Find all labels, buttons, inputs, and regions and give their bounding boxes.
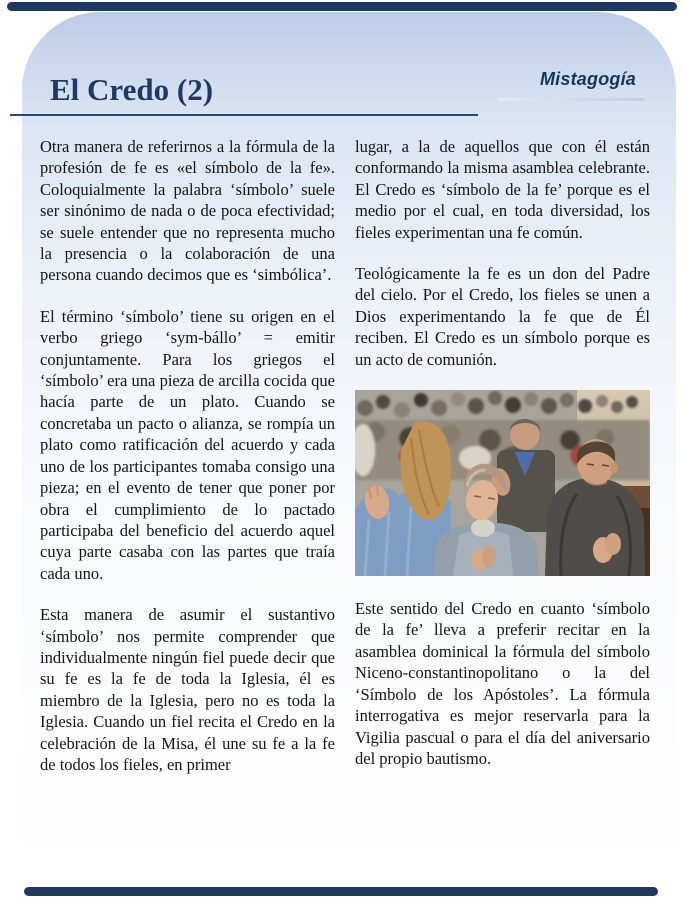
page-title: El Credo (2) <box>50 72 214 107</box>
brand-underline <box>498 98 644 101</box>
bottom-border-bar <box>24 887 658 896</box>
paragraph: El término ‘símbolo’ tiene su origen en el verbo griego ‘sym-bállo’ = emitir conjuntamente. Para los griegos el ‘símbolo’ era una pieza de arcilla cocida que hacía parte de un plato. Cuando se concretaba un pacto o alianza, se rompía un plato como ratificación del acuerdo y cada uno de los participantes tomaba consigo una pieza; en el evento de tener que poner por obra el cumplimiento de lo pactado participaba del beneficio del acuerdo aquel cuya parte casaba con las partes que traía cada uno. <box>40 306 335 583</box>
paragraph: Esta manera de asumir el sustantivo ‘símbolo’ nos permite comprender que individualmente ningún fiel puede decir que su fe es la fe de toda la Iglesia, él es miembro de la Iglesia, pero no es toda la Iglesia. Cuando un fiel recita el Credo en la celebración de la Misa, él une su fe a la fe de todos los fieles, en primer <box>40 605 335 774</box>
top-border-bar <box>7 2 677 11</box>
right-column <box>355 136 650 795</box>
paragraph: Este sentido del Credo en cuanto ‘símbolo de la fe’ lleva a preferir recitar en la asamblea dominical la fórmula del símbolo Niceno-constantinopolitano o la del ‘Símbolo de los Apóstoles’. La fórmula interrogativa es mejor reservarla para la Vigilia pascual o para el día del aniversario del propio bautismo. <box>355 599 650 768</box>
paragraph: Otra manera de referirnos a la fórmula de la profesión de fe es «el símbolo de la fe». Coloquialmente la palabra ‘símbolo’ suele ser sinónimo de nada o de poca efectividad; se suele entender que no representa mucho la presencia o la colaboración de una persona cuando decimos que es ‘simbólica’. <box>40 137 335 285</box>
text-columns <box>40 136 650 795</box>
title-underline <box>10 114 478 116</box>
congregation-photo <box>355 390 650 576</box>
paragraph: Teológicamente la fe es un don del Padre del cielo. Por el Credo, los fieles se unen a Dios experimentando la fe que de Él reciben. El Credo es un símbolo porque es un acto de comunión. <box>355 264 650 369</box>
document-card <box>22 12 676 889</box>
paragraph: lugar, a la de aquellos que con él están conformando la misma asamblea celebrante. El Credo es ‘símbolo de la fe’ porque es el medio por el cual, en toda diversidad, los fieles experimentan una fe común. <box>355 137 650 242</box>
brand-label: Mistagogía <box>539 69 636 89</box>
left-column <box>40 136 335 795</box>
